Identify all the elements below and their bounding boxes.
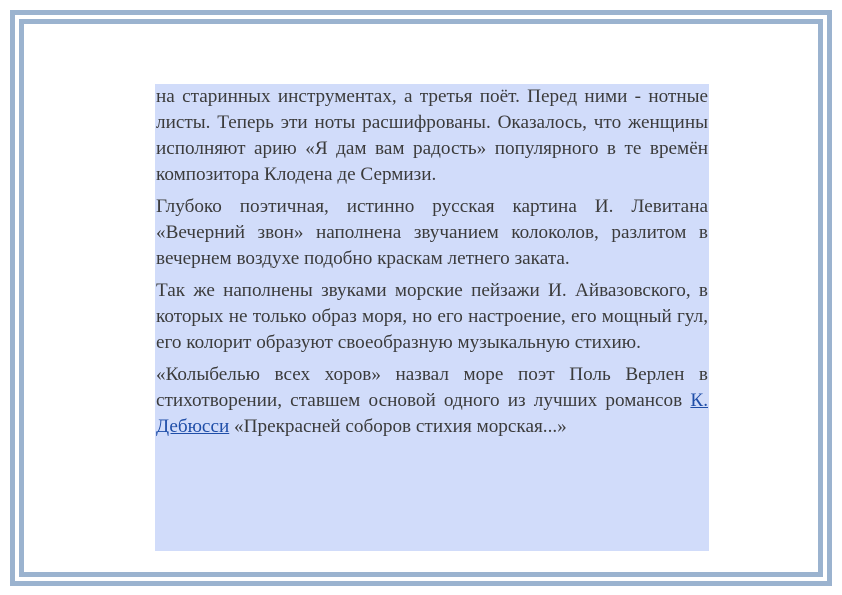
paragraph-verlaine-before: «Колыбелью всех хоров» назвал море поэт Поль Верлен в стихотворении, ставшем основой одного из лучших романсов <box>156 364 708 411</box>
debussy-link[interactable]: К. Дебюсси <box>156 390 708 437</box>
paragraph-verlaine <box>156 362 708 440</box>
paragraph-instruments: на старинных инструментах, а третья поёт. Перед ними - нотные листы. Теперь эти ноты расшифрованы. Оказалось, что женщины исполняют арию «Я дам вам радость» популярного в те времён композитора Клодена де Сермизи. <box>156 86 708 185</box>
paragraph-aivazovsky: Так же наполнены звуками морские пейзажи И. Айвазовского, в которых не только образ моря, но его настроение, его мощный гул, его колорит образуют своеобразную музыкальную стихию. <box>156 280 708 353</box>
paragraph-verlaine-after: «Прекрасней соборов стихия морская...» <box>229 416 567 437</box>
slide-text-box <box>155 84 709 551</box>
paragraph-levitan: Глубоко поэтичная, истинно русская картина И. Левитана «Вечерний звон» наполнена звучанием колоколов, разлитом в вечернем воздухе подобно краскам летнего заката. <box>156 196 708 269</box>
